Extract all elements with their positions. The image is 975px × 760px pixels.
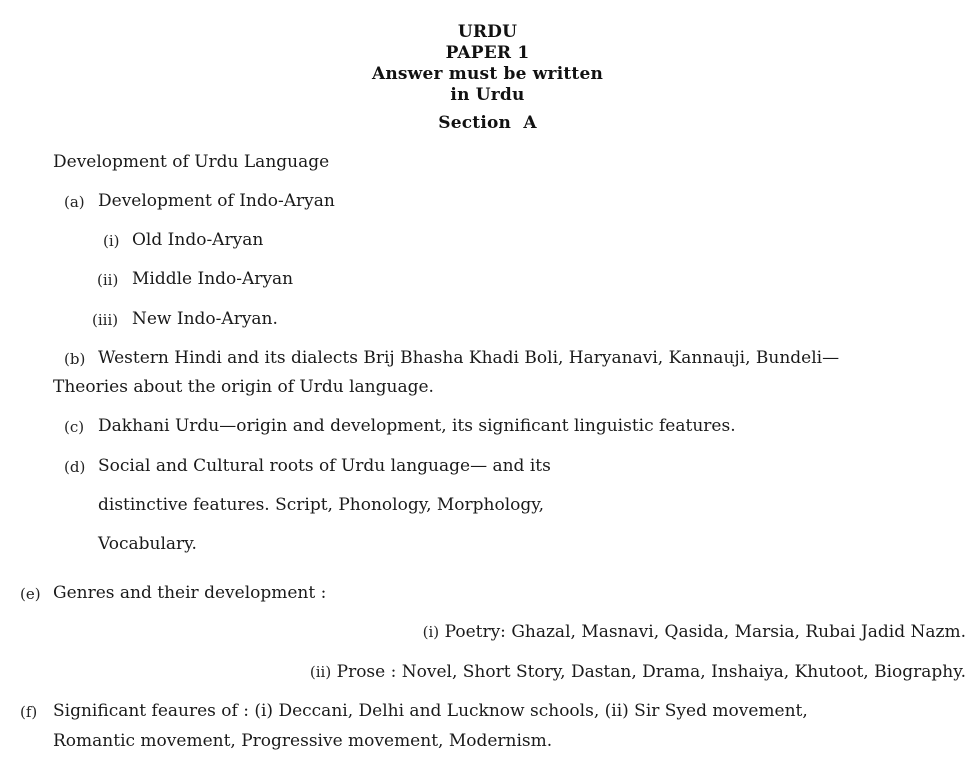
section-title: Section A bbox=[438, 113, 537, 133]
subitem-a-i-marker: (i) bbox=[103, 232, 120, 250]
paper-title: PAPER 1 bbox=[445, 43, 530, 63]
item-d-marker: (d) bbox=[64, 458, 86, 476]
item-e-poetry-line bbox=[423, 622, 966, 642]
section-heading: Development of Urdu Language bbox=[53, 152, 330, 172]
subitem-a-ii-text: Middle Indo-Aryan bbox=[132, 269, 294, 289]
subject-title: URDU bbox=[457, 22, 518, 42]
item-d-line1: Social and Cultural roots of Urdu language— and its bbox=[98, 456, 551, 476]
item-e-prose-text: Prose : Novel, Short Story, Dastan, Drama, Inshaiya, Khutoot, Biography. bbox=[336, 662, 966, 682]
item-d-line3: Vocabulary. bbox=[98, 534, 197, 554]
answer-note-line2: in Urdu bbox=[450, 85, 525, 105]
subitem-a-iii-text: New Indo-Aryan. bbox=[132, 309, 278, 329]
item-f-marker: (f) bbox=[20, 703, 38, 721]
item-e-poetry-text: Poetry: Ghazal, Masnavi, Qasida, Marsia, Rubai Jadid Nazm. bbox=[444, 622, 966, 642]
item-e-poetry-marker: (i) bbox=[422, 623, 440, 641]
item-e-prose-line bbox=[310, 662, 966, 682]
item-a-marker: (a) bbox=[64, 193, 85, 211]
answer-note-line1: Answer must be written bbox=[371, 64, 604, 84]
item-f-line2: Romantic movement, Progressive movement, Modernism. bbox=[53, 731, 553, 751]
item-c-text: Dakhani Urdu—origin and development, its significant linguistic features. bbox=[98, 416, 736, 436]
item-b-line2: Theories about the origin of Urdu language. bbox=[53, 377, 434, 397]
item-f-line1: Significant feaures of : (i) Deccani, Delhi and Lucknow schools, (ii) Sir Syed movement, bbox=[53, 701, 808, 721]
subitem-a-iii-marker: (iii) bbox=[92, 311, 119, 329]
item-e-marker: (e) bbox=[20, 585, 41, 603]
item-b-line1: Western Hindi and its dialects Brij Bhasha Khadi Boli, Haryanavi, Kannauji, Bundeli— bbox=[98, 348, 840, 368]
subitem-a-i-text: Old Indo-Aryan bbox=[132, 230, 264, 250]
item-a-text: Development of Indo-Aryan bbox=[98, 191, 335, 211]
subitem-a-ii-marker: (ii) bbox=[97, 271, 119, 289]
item-e-text: Genres and their development : bbox=[53, 583, 327, 603]
item-b-marker: (b) bbox=[64, 350, 86, 368]
item-e-prose-marker: (ii) bbox=[309, 663, 332, 681]
item-c-marker: (c) bbox=[64, 418, 85, 436]
item-d-line2: distinctive features. Script, Phonology, Morphology, bbox=[98, 495, 545, 515]
